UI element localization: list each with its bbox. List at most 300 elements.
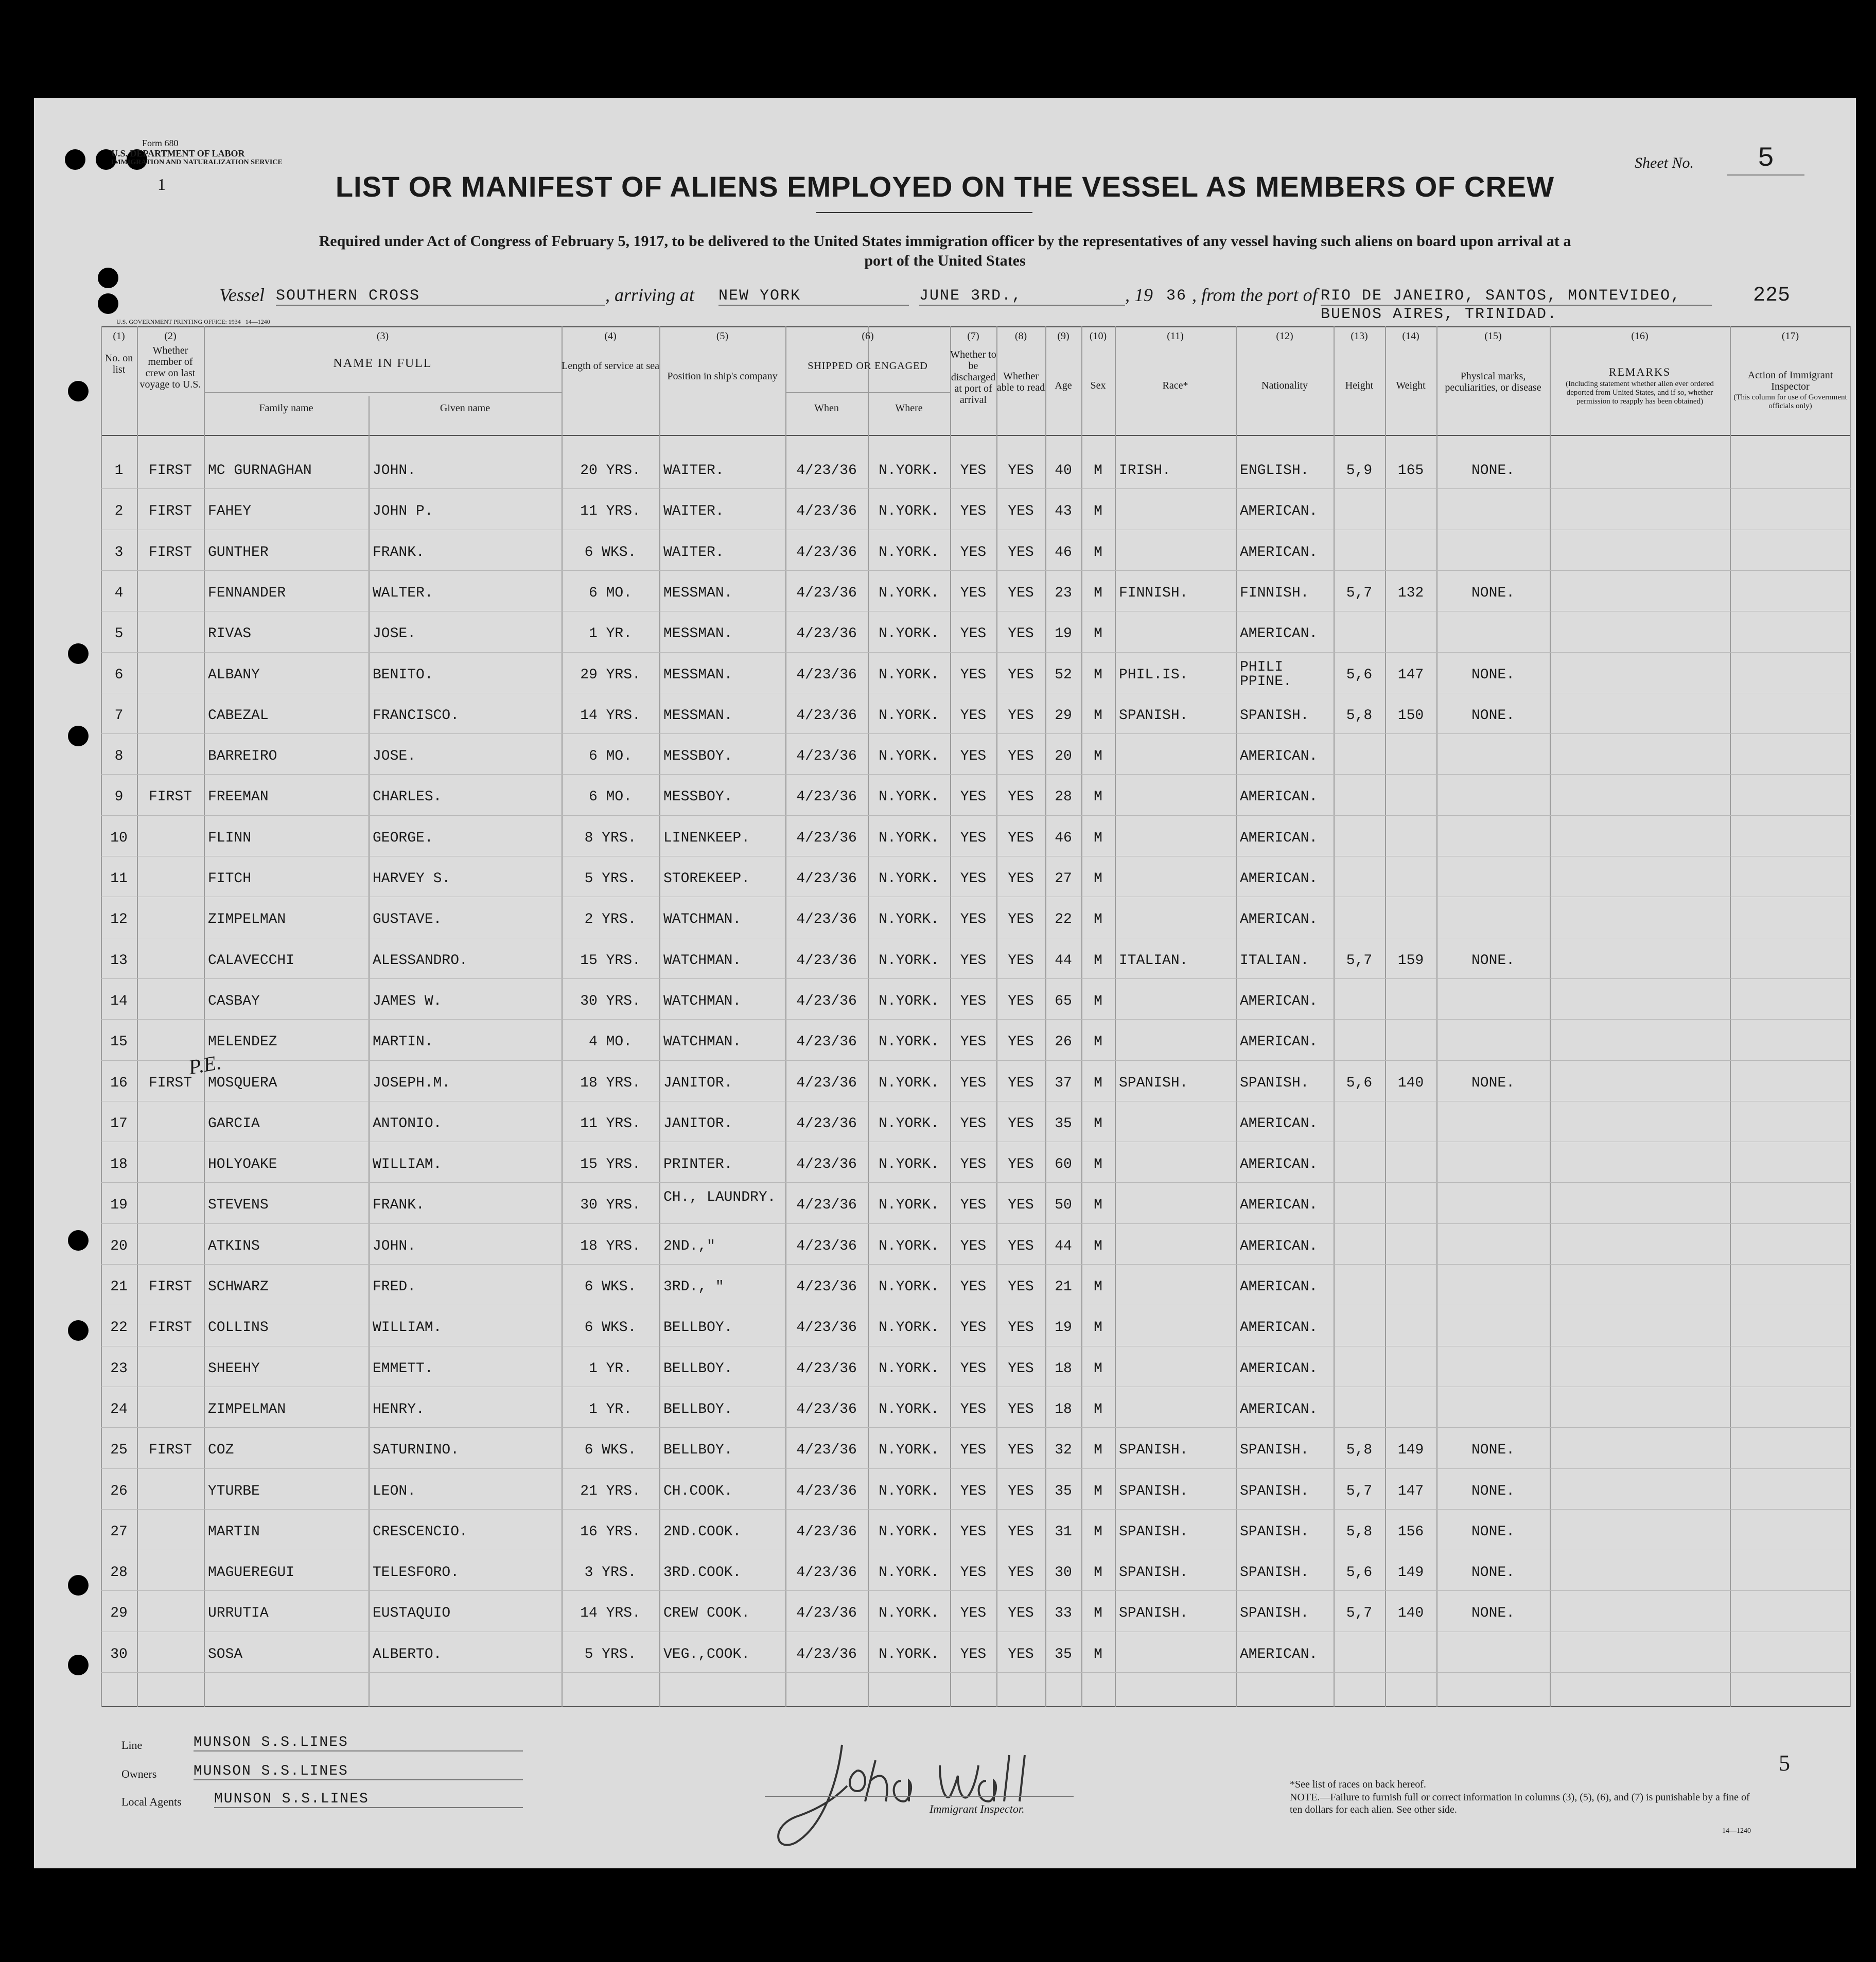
cell-when: 4/23/36 [796, 463, 857, 479]
cell-age: 43 [1055, 503, 1072, 520]
agents-value: MUNSON S.S.LINES [214, 1791, 523, 1808]
cell-family: CALAVECCHI [208, 952, 295, 969]
cell-position: PRINTER. [663, 1157, 733, 1173]
vessel-label: Vessel [219, 285, 265, 305]
table-bottom-border [101, 1706, 1851, 1707]
column-number: (12) [1276, 330, 1293, 342]
cell-family: SHEEHY [208, 1360, 260, 1377]
cell-age: 19 [1055, 626, 1072, 642]
cell-nat: AMERICAN. [1240, 503, 1318, 520]
cell-disch: YES [960, 1442, 987, 1459]
cell-position: JANITOR. [663, 1115, 733, 1132]
cell-member: FIRST [148, 544, 192, 560]
cell-disch: YES [960, 1115, 987, 1132]
cell-where: N.YORK. [879, 1034, 939, 1050]
cell-service: 15 YRS. [580, 952, 641, 969]
cell-where: N.YORK. [879, 1238, 939, 1254]
cell-nat: SPANISH. [1240, 1565, 1309, 1581]
cell-disch: YES [960, 952, 987, 969]
subtitle-line2: port of the United States [864, 252, 1026, 269]
header-remarks-note: (Including statement whether alien ever ordered deported from United States, and if so, whether permission to reapply has been obtained) [1566, 380, 1714, 406]
column-divider [137, 326, 138, 1707]
cell-family: URRUTIA [208, 1605, 269, 1622]
cell-where: N.YORK. [879, 463, 939, 479]
cell-no: 14 [110, 993, 128, 1009]
owners-value: MUNSON S.S.LINES [194, 1763, 523, 1780]
cell-nat: ITALIAN. [1240, 952, 1309, 969]
cell-disch: YES [960, 871, 987, 887]
cell-disch: YES [960, 1279, 987, 1295]
cell-where: N.YORK. [879, 667, 939, 683]
column-divider [1081, 326, 1082, 1707]
stamp-number: 225 [1753, 284, 1791, 307]
year-prefix: , 19 [1125, 285, 1153, 305]
cell-nat: AMERICAN. [1240, 748, 1318, 765]
cell-given: JOHN. [373, 463, 416, 479]
cell-position: BELLBOY. [663, 1442, 733, 1459]
cell-given: ANTONIO. [373, 1115, 442, 1132]
department-name: U.S. DEPARTMENT OF LABOR [111, 148, 245, 159]
cell-race: SPANISH. [1119, 1442, 1188, 1459]
cell-position: MESSMAN. [663, 626, 733, 642]
column-number: (10) [1089, 330, 1107, 342]
column-divider [868, 326, 869, 1707]
cell-family: ZIMPELMAN [208, 912, 286, 928]
cell-height: 5,6 [1346, 667, 1373, 683]
cell-given: FRANK. [373, 1197, 425, 1214]
cell-position: MESSMAN. [663, 667, 733, 683]
from-port-line2: BUENOS AIRES, TRINIDAD. [1321, 306, 1558, 323]
cell-disch: YES [960, 1320, 987, 1336]
cell-service: 6 WKS. [584, 1320, 637, 1336]
cell-height: 5,8 [1346, 707, 1373, 724]
cell-family: SOSA [208, 1646, 243, 1662]
cell-when: 4/23/36 [796, 1157, 857, 1173]
cell-when: 4/23/36 [796, 1034, 857, 1050]
binder-hole-10 [68, 1320, 89, 1341]
cell-marks: NONE. [1471, 667, 1515, 683]
cell-when: 4/23/36 [796, 544, 857, 560]
cell-read: YES [1008, 1157, 1034, 1173]
column-number: (17) [1781, 330, 1799, 342]
cell-sex: M [1094, 871, 1102, 887]
binder-hole-5 [98, 293, 118, 314]
row-rule [101, 1468, 1851, 1469]
cell-age: 23 [1055, 585, 1072, 601]
cell-disch: YES [960, 707, 987, 724]
cell-when: 4/23/36 [796, 830, 857, 846]
cell-sex: M [1094, 1646, 1102, 1662]
cell-member: FIRST [148, 1075, 192, 1091]
cell-position: MESSBOY. [663, 789, 733, 805]
cell-where: N.YORK. [879, 544, 939, 560]
cell-position: MESSMAN. [663, 585, 733, 601]
cell-disch: YES [960, 1075, 987, 1091]
header-family-name: Family name [259, 402, 313, 414]
cell-family: FENNANDER [208, 585, 286, 601]
cell-no: 4 [114, 585, 124, 601]
cell-disch: YES [960, 912, 987, 928]
cell-age: 33 [1055, 1605, 1072, 1622]
cell-disch: YES [960, 1483, 987, 1499]
column-divider [1550, 326, 1551, 1707]
cell-where: N.YORK. [879, 707, 939, 724]
cell-position: WAITER. [663, 463, 724, 479]
cell-disch: YES [960, 1034, 987, 1050]
header-able-to-read: Whether able to read [996, 371, 1045, 393]
column-number: (3) [376, 330, 389, 342]
cell-read: YES [1008, 952, 1034, 969]
row-rule [101, 1019, 1851, 1020]
cell-race: SPANISH. [1119, 707, 1188, 724]
header-position: Position in ship's company [667, 371, 778, 382]
row-rule [101, 652, 1851, 653]
cell-height: 5,7 [1346, 1483, 1373, 1499]
cell-race: PHIL.IS. [1119, 667, 1188, 683]
cell-service: 6 MO. [588, 585, 632, 601]
cell-disch: YES [960, 1646, 987, 1662]
cell-no: 12 [110, 912, 128, 928]
cell-when: 4/23/36 [796, 993, 857, 1009]
cell-race: SPANISH. [1119, 1523, 1188, 1540]
cell-sex: M [1094, 789, 1102, 805]
header-given-name: Given name [440, 402, 490, 414]
cell-position: CH.COOK. [663, 1483, 733, 1499]
cell-where: N.YORK. [879, 1360, 939, 1377]
cell-service: 15 YRS. [580, 1157, 641, 1173]
cell-service: 2 YRS. [584, 912, 637, 928]
cell-position: 3RD.COOK. [663, 1565, 742, 1581]
cell-when: 4/23/36 [796, 748, 857, 765]
cell-no: 13 [110, 952, 128, 969]
cell-service: 14 YRS. [580, 1605, 641, 1622]
cell-read: YES [1008, 789, 1034, 805]
column-divider [1045, 326, 1046, 1707]
cell-nat: AMERICAN. [1240, 544, 1318, 560]
line-value: MUNSON S.S.LINES [194, 1735, 523, 1751]
cell-position: BELLBOY. [663, 1320, 733, 1336]
cell-height: 5,7 [1346, 1605, 1373, 1622]
cell-service: 14 YRS. [580, 707, 641, 724]
cell-when: 4/23/36 [796, 1360, 857, 1377]
row-rule [101, 978, 1851, 979]
cell-when: 4/23/36 [796, 1075, 857, 1091]
cell-when: 4/23/36 [796, 1279, 857, 1295]
header-when: When [814, 402, 839, 414]
cell-weight: 140 [1397, 1075, 1424, 1091]
row-rule [101, 815, 1851, 816]
header-action-note: (This column for use of Government officials only) [1733, 393, 1847, 410]
cell-where: N.YORK. [879, 748, 939, 765]
cell-given: ALBERTO. [373, 1646, 442, 1662]
cell-service: 1 YR. [588, 1401, 632, 1417]
cell-service: 6 MO. [588, 748, 632, 765]
cell-race: SPANISH. [1119, 1483, 1188, 1499]
cell-when: 4/23/36 [796, 626, 857, 642]
cell-family: ALBANY [208, 667, 260, 683]
cell-member: FIRST [148, 1320, 192, 1336]
cell-race: SPANISH. [1119, 1075, 1188, 1091]
cell-age: 65 [1055, 993, 1072, 1009]
cell-no: 25 [110, 1442, 128, 1459]
cell-read: YES [1008, 1605, 1034, 1622]
cell-age: 18 [1055, 1401, 1072, 1417]
cell-no: 19 [110, 1197, 128, 1214]
cell-no: 6 [114, 667, 124, 683]
cell-when: 4/23/36 [796, 1238, 857, 1254]
cell-age: 37 [1055, 1075, 1072, 1091]
form-code: 14—1240 [1722, 1827, 1751, 1835]
cell-sex: M [1094, 912, 1102, 928]
cell-given: JOHN P. [373, 503, 433, 520]
cell-height: 5,6 [1346, 1565, 1373, 1581]
cell-marks: NONE. [1471, 707, 1515, 724]
cell-nat: SPANISH. [1240, 1523, 1309, 1540]
cell-weight: 150 [1397, 707, 1424, 724]
cell-age: 26 [1055, 1034, 1072, 1050]
cell-where: N.YORK. [879, 952, 939, 969]
cell-marks: NONE. [1471, 585, 1515, 601]
cell-sex: M [1094, 1157, 1102, 1173]
column-divider [1334, 326, 1335, 1707]
cell-read: YES [1008, 1565, 1034, 1581]
cell-when: 4/23/36 [796, 912, 857, 928]
column-divider [369, 396, 370, 1707]
binder-hole-6 [68, 381, 89, 401]
cell-sex: M [1094, 1442, 1102, 1459]
cell-nat: AMERICAN. [1240, 1360, 1318, 1377]
fine-note: NOTE.—Failure to furnish full or correct information in columns (3), (5), (6), and (7) is punishable by a fine of ten dollars for each alien. See other side. [1290, 1792, 1750, 1815]
cell-member: FIRST [148, 503, 192, 520]
row-rule [101, 1223, 1851, 1224]
cell-when: 4/23/36 [796, 1442, 857, 1459]
binder-hole-9 [68, 1230, 89, 1251]
cell-race: SPANISH. [1119, 1605, 1188, 1622]
cell-nat: SPANISH. [1240, 1442, 1309, 1459]
corner-page-number: 5 [1779, 1750, 1790, 1776]
cell-position: VEG.,COOK. [663, 1646, 750, 1662]
cell-when: 4/23/36 [796, 1115, 857, 1132]
header-member-last-voyage: Whether member of crew on last voyage to U.S. [139, 345, 201, 390]
column-divider [1730, 326, 1731, 1707]
cell-read: YES [1008, 912, 1034, 928]
binder-hole-12 [68, 1655, 89, 1675]
cell-no: 15 [110, 1034, 128, 1050]
subtitle-line1: Required under Act of Congress of February 5, 1917, to be delivered to the United States immigration officer by the representatives of any vessel having such aliens on board upon arrival at a [319, 233, 1571, 250]
cell-read: YES [1008, 993, 1034, 1009]
cell-age: 44 [1055, 1238, 1072, 1254]
cell-age: 20 [1055, 748, 1072, 765]
year-suffix: 36 [1166, 287, 1187, 305]
column-number: (14) [1402, 330, 1419, 342]
cell-where: N.YORK. [879, 1483, 939, 1499]
cell-given: WILLIAM. [373, 1320, 442, 1336]
line-label: Line [121, 1739, 143, 1751]
cell-age: 46 [1055, 830, 1072, 846]
cell-when: 4/23/36 [796, 503, 857, 520]
cell-nat: AMERICAN. [1240, 1115, 1318, 1132]
cell-given: JOSE. [373, 626, 416, 642]
binder-hole-8 [68, 726, 89, 746]
cell-age: 18 [1055, 1360, 1072, 1377]
cell-where: N.YORK. [879, 1605, 939, 1622]
cell-where: N.YORK. [879, 1646, 939, 1662]
manifest-sheet [34, 98, 1856, 1868]
cell-read: YES [1008, 1075, 1034, 1091]
cell-no: 3 [114, 544, 124, 560]
cell-no: 29 [110, 1605, 128, 1622]
cell-sex: M [1094, 830, 1102, 846]
cell-where: N.YORK. [879, 1279, 939, 1295]
cell-family: CABEZAL [208, 707, 269, 724]
cell-sex: M [1094, 626, 1102, 642]
cell-sex: M [1094, 463, 1102, 479]
cell-age: 35 [1055, 1646, 1072, 1662]
cell-height: 5,8 [1346, 1442, 1373, 1459]
cell-disch: YES [960, 1565, 987, 1581]
cell-disch: YES [960, 789, 987, 805]
cell-given: HARVEY S. [373, 871, 451, 887]
cell-nat: SPANISH. [1240, 707, 1309, 724]
cell-disch: YES [960, 463, 987, 479]
cell-family: ZIMPELMAN [208, 1401, 286, 1417]
cell-weight: 140 [1397, 1605, 1424, 1622]
cell-member: FIRST [148, 463, 192, 479]
cell-sex: M [1094, 1483, 1102, 1499]
cell-where: N.YORK. [879, 503, 939, 520]
cell-marks: NONE. [1471, 1483, 1515, 1499]
cell-when: 4/23/36 [796, 789, 857, 805]
column-divider [1436, 326, 1437, 1707]
header-name-in-full: NAME IN FULL [333, 357, 432, 370]
cell-position: 2ND.," [663, 1238, 715, 1254]
column-number: (8) [1014, 330, 1027, 342]
cell-no: 16 [110, 1075, 128, 1091]
column-divider [659, 326, 660, 1707]
cell-service: 30 YRS. [580, 993, 641, 1009]
cell-no: 27 [110, 1523, 128, 1540]
cell-age: 19 [1055, 1320, 1072, 1336]
cell-no: 11 [110, 871, 128, 887]
cell-nat: ENGLISH. [1240, 463, 1309, 479]
cell-disch: YES [960, 1157, 987, 1173]
header-physical-marks: Physical marks, peculiarities, or disease [1445, 371, 1541, 393]
cell-family: CASBAY [208, 993, 260, 1009]
sheet-label: Sheet No. [1635, 154, 1694, 171]
header-where: Where [895, 402, 923, 414]
cell-weight: 147 [1397, 667, 1424, 683]
cell-position: 3RD., " [663, 1279, 724, 1295]
row-rule [101, 1182, 1851, 1183]
cell-read: YES [1008, 1197, 1034, 1214]
cell-age: 35 [1055, 1115, 1072, 1132]
header-action: Action of Immigrant Inspector [1747, 370, 1833, 392]
cell-when: 4/23/36 [796, 667, 857, 683]
cell-when: 4/23/36 [796, 1646, 857, 1662]
cell-service: 20 YRS. [580, 463, 641, 479]
cell-sex: M [1094, 1238, 1102, 1254]
cell-service: 11 YRS. [580, 503, 641, 520]
cell-service: 6 WKS. [584, 1442, 637, 1459]
cell-service: 6 MO. [588, 789, 632, 805]
cell-when: 4/23/36 [796, 952, 857, 969]
cell-no: 7 [114, 707, 124, 724]
cell-read: YES [1008, 871, 1034, 887]
cell-service: 5 YRS. [584, 871, 637, 887]
cell-position: STOREKEEP. [663, 871, 750, 887]
cell-family: FLINN [208, 830, 252, 846]
cell-nat: FINNISH. [1240, 585, 1309, 601]
cell-where: N.YORK. [879, 626, 939, 642]
cell-race: IRISH. [1119, 463, 1171, 479]
cell-nat: AMERICAN. [1240, 912, 1318, 928]
cell-nat: AMERICAN. [1240, 871, 1318, 887]
cell-nat: AMERICAN. [1240, 1238, 1318, 1254]
cell-where: N.YORK. [879, 993, 939, 1009]
row-rule [101, 1060, 1851, 1061]
cell-given: FRANK. [373, 544, 425, 560]
cell-service: 4 MO. [588, 1034, 632, 1050]
cell-age: 21 [1055, 1279, 1072, 1295]
column-divider [1850, 326, 1851, 1707]
cell-read: YES [1008, 1646, 1034, 1662]
cell-read: YES [1008, 1360, 1034, 1377]
cell-marks: NONE. [1471, 1565, 1515, 1581]
cell-nat: AMERICAN. [1240, 1034, 1318, 1050]
header-discharged: Whether to be discharged at port of arrival [950, 349, 996, 406]
cell-race: SPANISH. [1119, 1565, 1188, 1581]
cell-no: 23 [110, 1360, 128, 1377]
cell-service: 29 YRS. [580, 667, 641, 683]
cell-family: FITCH [208, 871, 252, 887]
cell-read: YES [1008, 1115, 1034, 1132]
cell-family: COLLINS [208, 1320, 269, 1336]
cell-race: ITALIAN. [1119, 952, 1188, 969]
cell-where: N.YORK. [879, 1320, 939, 1336]
cell-no: 26 [110, 1483, 128, 1499]
arrival-date: JUNE 3RD., [919, 287, 1125, 306]
pe-annotation: P.E. [186, 1050, 223, 1079]
cell-service: 1 YR. [588, 626, 632, 642]
column-divider [562, 326, 563, 1707]
cell-read: YES [1008, 707, 1034, 724]
cell-age: 22 [1055, 912, 1072, 928]
cell-read: YES [1008, 1238, 1034, 1254]
header-shipped-engaged: SHIPPED OR ENGAGED [808, 360, 928, 372]
cell-family: MELENDEZ [208, 1034, 277, 1050]
cell-given: CHARLES. [373, 789, 442, 805]
cell-where: N.YORK. [879, 585, 939, 601]
cell-disch: YES [960, 748, 987, 765]
cell-family: ATKINS [208, 1238, 260, 1254]
cell-given: LEON. [373, 1483, 416, 1499]
row-rule [101, 570, 1851, 571]
cell-when: 4/23/36 [796, 1197, 857, 1214]
cell-where: N.YORK. [879, 830, 939, 846]
vessel-name: SOUTHERN CROSS [276, 287, 605, 306]
cell-read: YES [1008, 503, 1034, 520]
cell-service: 21 YRS. [580, 1483, 641, 1499]
cell-where: N.YORK. [879, 1442, 939, 1459]
cell-position: BELLBOY. [663, 1360, 733, 1377]
cell-age: 29 [1055, 707, 1072, 724]
cell-sex: M [1094, 748, 1102, 765]
column-divider [1236, 326, 1237, 1707]
cell-no: 28 [110, 1565, 128, 1581]
cell-sex: M [1094, 544, 1102, 560]
cell-where: N.YORK. [879, 871, 939, 887]
cell-height: 5,9 [1346, 463, 1373, 479]
